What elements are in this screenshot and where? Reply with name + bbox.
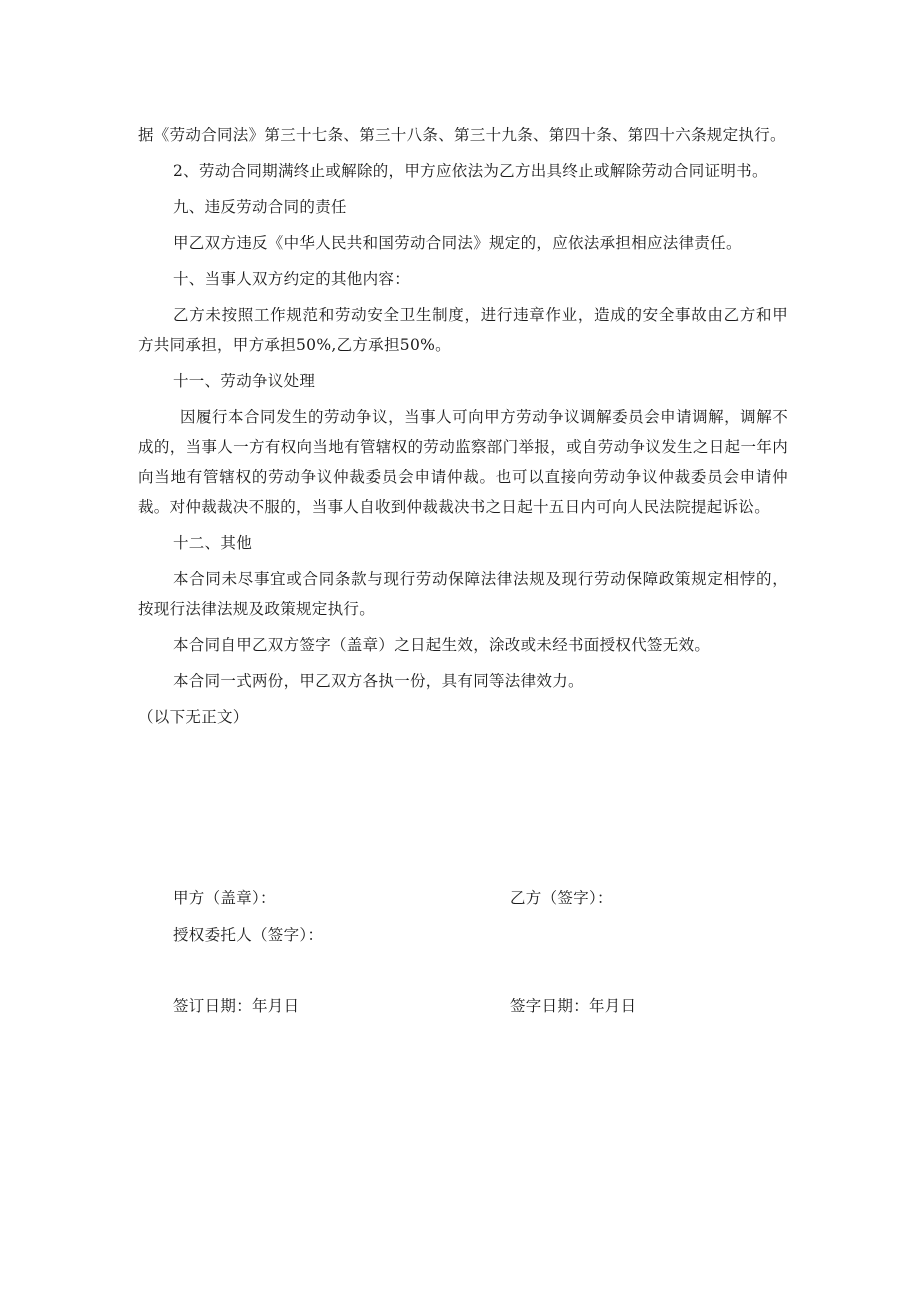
- paragraph-termination-basis: 据《劳动合同法》第三十七条、第三十八条、第三十九条、第四十条、第四十六条规定执行。: [138, 126, 786, 144]
- authorized-agent-label: 授权委托人（签字）：: [173, 926, 324, 944]
- heading-section-12: 十二、其他: [173, 534, 253, 552]
- paragraph-termination-certificate: 2、劳动合同期满终止或解除的，甲方应依法为乙方出具终止或解除劳动合同证明书。: [173, 162, 768, 180]
- heading-section-10: 十、当事人双方约定的其他内容：: [173, 270, 411, 288]
- paragraph-unsettled-matters: 本合同未尽事宜或合同条款与现行劳动保障法律法规及现行劳动保障政策规定相悖的，按现行法律法规及政策规定执行。: [138, 570, 788, 618]
- heading-section-9: 九、违反劳动合同的责任: [173, 198, 347, 216]
- paragraph-liability: 甲乙双方违反《中华人民共和国劳动合同法》规定的，应依法承担相应法律责任。: [173, 234, 742, 252]
- party-a-seal-label: 甲方（盖章）：: [173, 889, 276, 907]
- paragraph-effective-date: 本合同自甲乙双方签字（盖章）之日起生效，涂改或未经书面授权代签无效。: [173, 636, 711, 654]
- heading-section-11: 十一、劳动争议处理: [173, 372, 316, 390]
- contract-body: [138, 120, 788, 738]
- paragraph-dispute-resolution: 因履行本合同发生的劳动争议，当事人可向甲方劳动争议调解委员会申请调解，调解不成的，当事人一方有权向当地有管辖权的劳动监察部门举报，或自劳动争议发生之日起一年内向当地有管辖权的劳动争议仲裁委员会申请仲裁。也可以直接向劳动争议仲裁委员会申请仲裁。对仲裁裁决不服的，当事人自收到仲裁裁决书之日起十五日内可向人民法院提起诉讼。: [138, 408, 788, 516]
- end-of-text-note: （以下无正文）: [138, 708, 249, 726]
- paragraph-copies: 本合同一式两份，甲乙双方各执一份，具有同等法律效力。: [173, 672, 584, 690]
- party-b-signature-label: 乙方（签字）：: [510, 889, 613, 907]
- paragraph-other-agreements: 乙方未按照工作规范和劳动安全卫生制度，进行违章作业，造成的安全事故由乙方和甲方共同承担，甲方承担50%,乙方承担50%。: [138, 306, 788, 354]
- party-b-sign-date: 签字日期：年月日: [510, 997, 637, 1015]
- party-a-sign-date: 签订日期：年月日: [173, 997, 300, 1015]
